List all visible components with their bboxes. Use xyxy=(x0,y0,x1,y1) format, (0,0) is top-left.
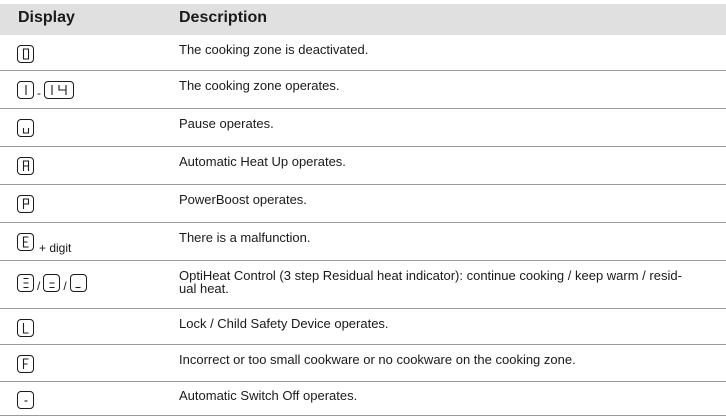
display-cell xyxy=(17,153,34,175)
residual-heat-medium-icon xyxy=(43,274,60,292)
description-cell: Pause operates. xyxy=(179,116,274,131)
digit-1-icon xyxy=(17,81,34,99)
table-row xyxy=(0,109,726,147)
table-row xyxy=(0,185,726,223)
display-cell xyxy=(17,351,34,373)
description-cell xyxy=(179,269,719,295)
description-cell: PowerBoost operates. xyxy=(179,192,307,207)
letter-p-icon xyxy=(17,195,34,213)
description-line-2: ual heat. xyxy=(179,281,229,296)
display-cell xyxy=(17,41,34,63)
table-row xyxy=(0,223,726,261)
table-row xyxy=(0,345,726,382)
display-cell xyxy=(17,270,87,292)
separator: / xyxy=(37,279,41,293)
display-cell xyxy=(17,115,34,137)
range-separator: - xyxy=(37,86,41,100)
table-row xyxy=(0,35,726,71)
table-header xyxy=(0,4,726,35)
letter-f-icon xyxy=(17,355,34,373)
digit-0-icon xyxy=(17,45,34,63)
description-cell: There is a malfunction. xyxy=(179,230,311,245)
display-cell xyxy=(17,387,34,409)
header-display: Display xyxy=(18,9,75,26)
description-cell: Lock / Child Safety Device operates. xyxy=(179,316,389,331)
plus-digit-label: + digit xyxy=(39,241,72,255)
letter-l-lock-icon xyxy=(17,319,34,337)
table-row xyxy=(0,309,726,345)
description-cell: Automatic Heat Up operates. xyxy=(179,154,346,169)
table-row xyxy=(0,261,726,309)
residual-heat-low-icon xyxy=(70,274,87,292)
display-cell xyxy=(17,315,34,337)
display-cell xyxy=(17,229,72,255)
description-cell: Automatic Switch Off operates. xyxy=(179,388,358,403)
display-cell xyxy=(17,77,74,99)
display-cell xyxy=(17,191,34,213)
dash-icon xyxy=(17,391,34,409)
description-line-1: OptiHeat Control (3 step Residual heat indicator): continue cooking / keep warm / resid- xyxy=(179,268,682,283)
separator: / xyxy=(63,279,67,293)
table-row xyxy=(0,71,726,109)
digit-14-icon xyxy=(44,81,74,99)
letter-e-icon xyxy=(17,233,34,251)
description-cell: The cooking zone operates. xyxy=(179,78,340,93)
description-cell: Incorrect or too small cookware or no cookware on the cooking zone. xyxy=(179,352,576,367)
header-description: Description xyxy=(179,9,268,26)
pause-u-icon xyxy=(17,119,34,137)
table-row xyxy=(0,382,726,416)
residual-heat-high-icon xyxy=(17,274,34,292)
description-cell: The cooking zone is deactivated. xyxy=(179,42,369,57)
letter-a-icon xyxy=(17,157,34,175)
table-row xyxy=(0,147,726,185)
